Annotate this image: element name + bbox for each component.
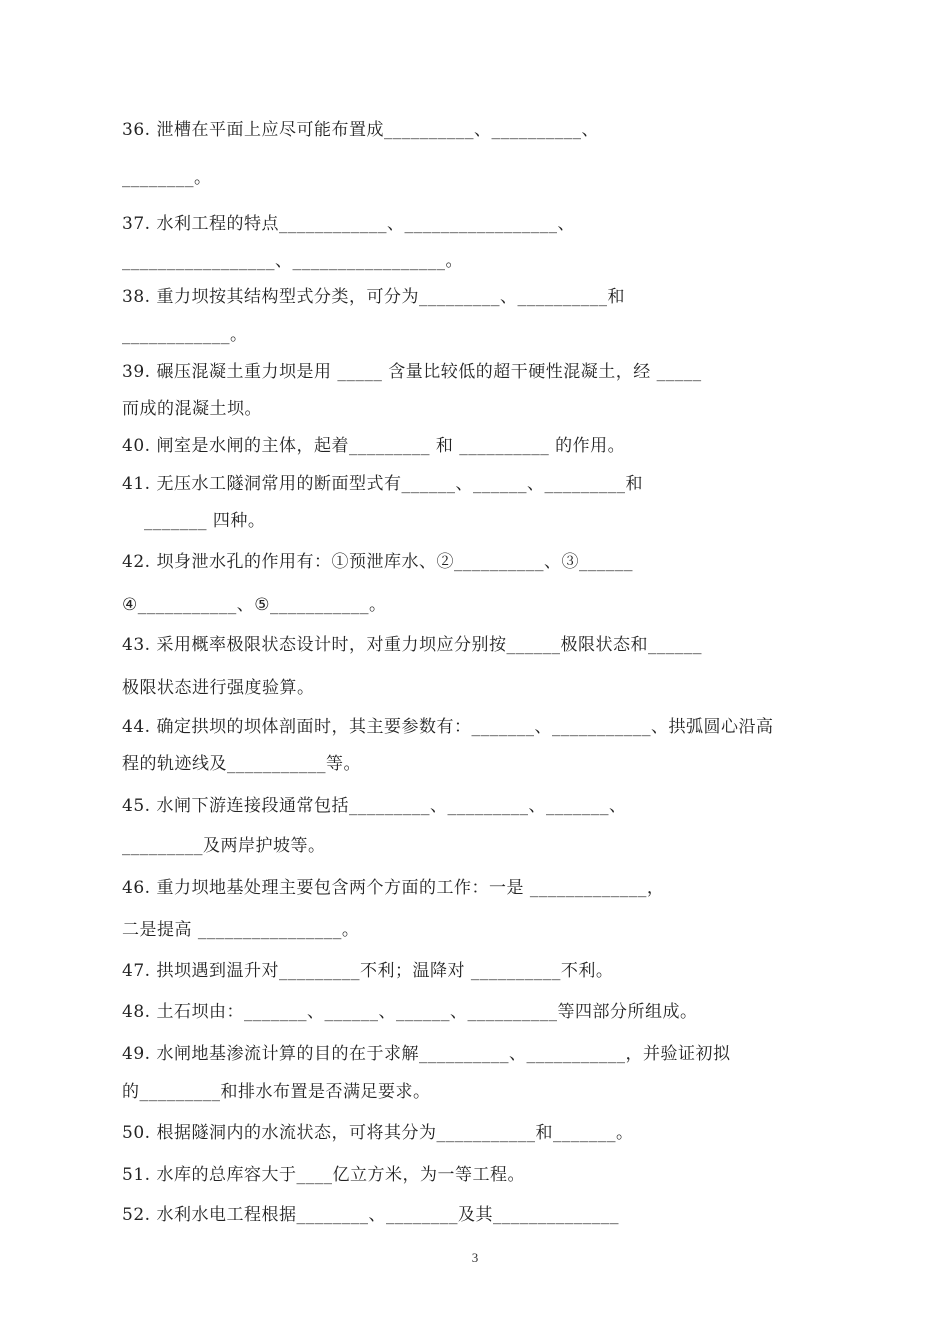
q38-line-2: ____________。 [122,325,248,345]
q37-line-1: 37. 水利工程的特点____________、_________________、 [122,214,575,234]
q42-line-2: ④___________、⑤___________。 [122,595,387,615]
q41-line-2: _______ 四种。 [144,511,266,531]
q43-line-1: 43. 采用概率极限状态设计时，对重力坝应分别按______极限状态和______ [122,635,702,655]
q50-line-1: 50. 根据隧洞内的水流状态，可将其分为___________和_______。 [122,1123,634,1143]
q44-line-2: 程的轨迹线及___________等。 [122,754,361,774]
q45-line-1: 45. 水闸下游连接段通常包括_________、_________、_______、 [122,796,627,816]
q46-line-2: 二是提高 ________________。 [122,920,360,940]
q45-line-2: _________及两岸护坡等。 [122,836,326,856]
q51-line-1: 51. 水库的总库容大于____亿立方米，为一等工程。 [122,1165,525,1185]
page-number: 3 [471,1250,479,1265]
q36-line-1: 36. 泄槽在平面上应尽可能布置成__________、__________、 [122,120,599,140]
q42-line-1: 42. 坝身泄水孔的作用有：①预泄库水、②__________、③______ [122,552,633,572]
q44-line-1: 44. 确定拱坝的坝体剖面时，其主要参数有：_______、___________、拱弧圆心沿高 [122,717,774,737]
q38-line-1: 38. 重力坝按其结构型式分类，可分为_________、__________和 [122,287,625,307]
q37-line-2: _________________、_________________。 [122,251,463,271]
q36-line-2: ________。 [122,168,212,188]
q49-line-2: 的_________和排水布置是否满足要求。 [122,1082,431,1102]
q41-line-1: 41. 无压水工隧洞常用的断面型式有______、______、_________和 [122,474,643,494]
q47-line-1: 47. 拱坝遇到温升对_________不利；温降对 __________不利。 [122,961,614,981]
q52-line-1: 52. 水利水电工程根据________、________及其______________ [122,1205,619,1225]
q39-line-1: 39. 碾压混凝土重力坝是用 _____ 含量比较低的超干硬性混凝土，经 _____ [122,362,702,382]
q40-line-1: 40. 闸室是水闸的主体，起着_________ 和 __________ 的作用。 [122,436,626,456]
q43-line-2: 极限状态进行强度验算。 [122,678,315,698]
q39-line-2: 而成的混凝土坝。 [122,399,262,419]
q49-line-1: 49. 水闸地基渗流计算的目的在于求解__________、___________，并验证初拟 [122,1044,731,1064]
q48-line-1: 48. 土石坝由：_______、______、______、__________等四部分所组成。 [122,1002,698,1022]
q46-line-1: 46. 重力坝地基处理主要包含两个方面的工作：一是 _____________， [122,878,665,898]
